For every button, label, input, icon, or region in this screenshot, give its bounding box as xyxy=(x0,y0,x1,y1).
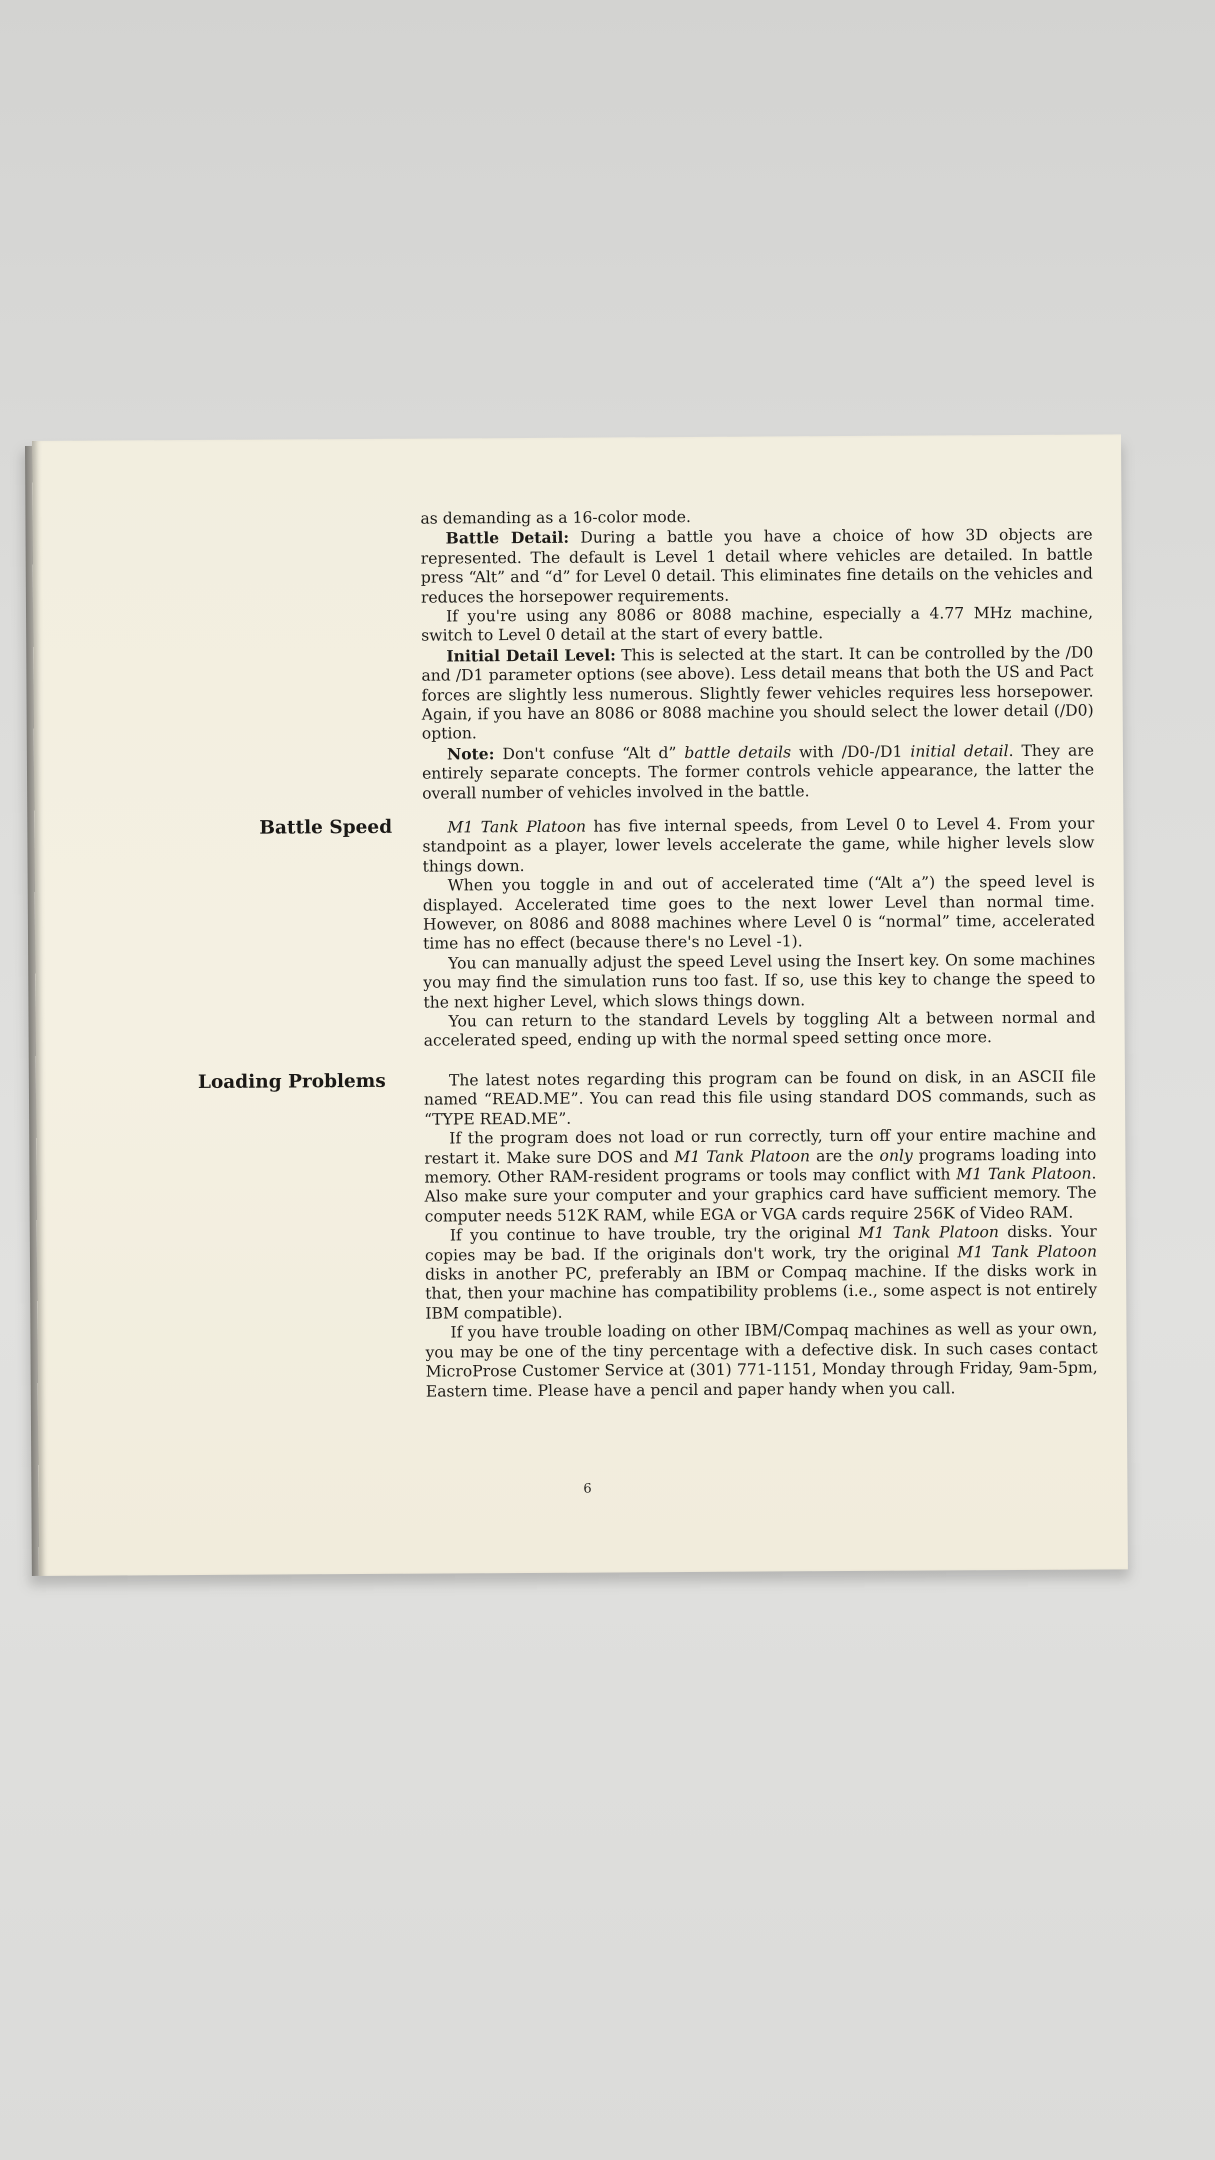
paragraph-text: When you toggle in and out of accelerated time (“Alt a”) the speed level is displayed. Accelerated time goes to the next lower Level than normal time. However, on 8086 and 8088 machines where Level 0 is “normal” time, accelerated time has no effect (because there's no Level -1). xyxy=(422,872,1096,954)
paragraph-text: with /D0-/D1 xyxy=(791,742,911,762)
paragraph-text: as demanding as a 16-color mode. xyxy=(420,507,691,528)
page-number: 6 xyxy=(583,1481,592,1497)
italic-term: M1 Tank Platoon xyxy=(447,817,587,837)
paragraph-text: You can return to the standard Levels by toggling Alt a between normal and accelerated speed, ending up with the normal speed setting once more. xyxy=(423,1008,1096,1051)
paragraph xyxy=(425,1320,1097,1402)
inline-label: Initial Detail Level: xyxy=(446,645,616,666)
inline-label: Note: xyxy=(446,744,495,764)
inline-label: Battle Detail: xyxy=(445,528,570,548)
section-heading-battle-speed: Battle Speed xyxy=(259,816,393,839)
page-content xyxy=(32,434,1128,1576)
detail-section xyxy=(420,506,1094,804)
paragraph-text: During a battle you have a choice of how 3D objects are represented. The default is Level 1 detail where vehicles are detailed. In battle press “Alt” and “d” for Level 0 detail. This eliminates fine details on the vehicles and reduces the horsepower requirements. xyxy=(420,525,1093,607)
paragraph-text: programs loading into memory. Other RAM-resident programs or tools may conflict with xyxy=(424,1145,1097,1187)
italic-term: M1 Tank Platoon xyxy=(956,1164,1092,1184)
paragraph-text: If the program does not load or run correctly, turn off your entire machine and restart it. Make sure DOS and xyxy=(424,1125,1097,1168)
paragraph-text: has five internal speeds, from Level 0 to Level 4. From your standpoint as a player, lower levels accelerate the game, while higher levels slow things down. xyxy=(422,814,1095,876)
paragraph xyxy=(422,740,1094,803)
paragraph-text: are the xyxy=(810,1146,880,1165)
paragraph-text: . They are entirely separate concepts. The former controls vehicle appearance, the latter the overall number of vehicles involved in the battle. xyxy=(421,741,1095,803)
paragraph-text: If you're using any 8086 or 8088 machine, especially a 4.77 MHz machine, switch to Level 0 detail at the start of every battle. xyxy=(421,603,1094,646)
paragraph xyxy=(423,1009,1095,1052)
paragraph xyxy=(422,815,1094,877)
paragraph-text: If you continue to have trouble, try the original xyxy=(449,1224,859,1245)
paragraph-text: This is selected at the start. It can be controlled by the /D0 and /D1 parameter options (see above). Less detail means that both the US and Pact forces are slightly less numerous. Slightly fewer vehicles requires less horsepower. Again, if you have an 8086 or 8088 machine you should select the lower detail (/D0) option. xyxy=(421,643,1094,744)
italic-term: M1 Tank Platoon xyxy=(957,1242,1098,1262)
italic-term: battle details xyxy=(684,743,792,762)
italic-term: only xyxy=(879,1146,913,1165)
paragraph xyxy=(424,1068,1096,1130)
loading-problems-section xyxy=(424,1068,1098,1402)
paragraph xyxy=(421,642,1094,744)
section-heading-loading-problems: Loading Problems xyxy=(197,1070,386,1093)
paragraph xyxy=(421,525,1093,608)
italic-term: initial detail xyxy=(910,741,1009,761)
paragraph-text: You can manually adjust the speed Level using the Insert key. On some machines you may find the simulation runs too fast. If so, use this key to change the speed to the next higher Level, which slows things down. xyxy=(423,950,1096,1012)
paragraph-text: disks. Your copies may be bad. If the originals don't work, try the original xyxy=(424,1222,1097,1265)
battle-speed-section xyxy=(422,815,1095,1052)
paragraph-text: If you have trouble loading on other IBM/Compaq machines as well as your own, you may be one of the tiny percentage with a defective disk. In such cases contact MicroProse Customer Service at (301) 771-1151, Monday through Friday, 9am-5pm, Eastern time. Please have a pencil and paper handy when you call. xyxy=(425,1319,1098,1401)
paragraph xyxy=(421,604,1093,647)
italic-term: M1 Tank Platoon xyxy=(858,1223,999,1243)
paragraph xyxy=(425,1223,1098,1324)
manual-page xyxy=(32,434,1128,1576)
paragraph xyxy=(424,1126,1097,1227)
paragraph xyxy=(423,873,1095,955)
paragraph-text: Don't confuse “Alt d” xyxy=(494,743,685,764)
italic-term: M1 Tank Platoon xyxy=(674,1146,811,1166)
paragraph-text: disks in another PC, preferably an IBM or Compaq machine. If the disks work in that, then your machine has compatibility problems (i.e., some aspect is not entirely IBM compatible). xyxy=(425,1261,1098,1323)
paragraph xyxy=(423,950,1095,1012)
paragraph-text: The latest notes regarding this program can be found on disk, in an ASCII file named “READ.ME”. You can read this file using standard DOS commands, such as “TYPE READ.ME”. xyxy=(423,1067,1097,1129)
paragraph-text: . Also make sure your computer and your graphics card have sufficient memory. The computer needs 512K RAM, while EGA or VGA cards require 256K of Video RAM. xyxy=(424,1164,1097,1226)
